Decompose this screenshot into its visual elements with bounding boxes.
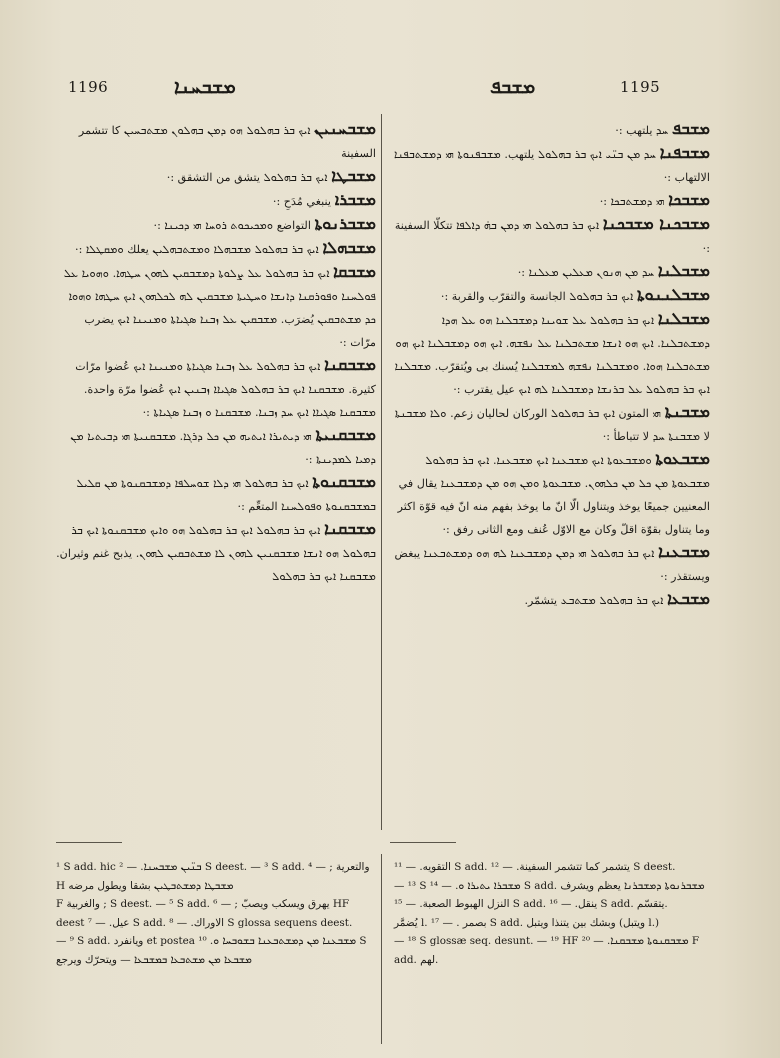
footnote-rule-right	[390, 842, 456, 843]
footnotes-left	[56, 858, 374, 969]
footnote-line: — ⁹ S add. ويانفرد et postea ܡܫܒܥܢܐ ܡܢ ܕܡܫܬܒܥܢܐ ܒܫܘܒܚܐ ܘ. ¹⁰ S ܡܫܒܥܐ ܡܢ ܡܫܬܒܥܐ ܒܡܫܒܥܐ — ويتحرّك ويرجع	[56, 935, 367, 966]
left-running-head: ܡܫܒܚܢܐ	[174, 76, 236, 98]
headword: ܡܫܒܗܠܐ	[322, 238, 376, 257]
dictionary-entry	[390, 213, 710, 260]
dictionary-entry	[390, 308, 710, 401]
headword: ܡܫܒܠܢܐ	[657, 309, 710, 328]
headword: ܡܫܒܩܢܐ	[324, 355, 376, 374]
definition-text: التواضع ܘܡܟܝܟܘܬ ܪܘܚܐ ܗܝ ܕܟܝܢܐ :·	[153, 219, 311, 232]
definition-text: ܐܝܟ ܒܪ ܒܗܠܘܠ ܡܫܒܗܠܐ ܘܡܫܬܒܗܠܝܢ يعلك ܘܡܩܛܠܐ :·	[75, 243, 319, 256]
headword: ܡܫܒܩܢܐ	[324, 519, 376, 538]
definition-text: ܐܝܟ ܒܪ ܒܗܠܘܠ ܥܠ ܙܒܢܐ ܣܓܝܐܬܐ ܘܡܢܝܢܐ ܐܝܟ عُضوا مرّات كثيرة. ܡܫܒܩܢܐ ܐܝܟ ܒܪ ܒܗܠܘܠ ܣܓܝܐܐ ܙܒܢܝܢ ܐܝܟ عُضوا مرّة واحدة. ܡܫܒܩܢܐ ܣܓܝܐܐ ܐܝܟ ܚܕ ܙܒܢܐ. ܡܫܒܩܢܐ ܘ ܙܒܢܐ ܣܓܝܐܬܐ :·	[75, 360, 376, 419]
dictionary-entry	[56, 354, 376, 424]
dictionary-entry	[390, 189, 710, 213]
definition-text: ܐܝܟ ܒܪ ܒܗܠܘܠ ܗܝ ܕܡܢ ܕܡܫܒܥܢܐ ܠܗ ܗܘ ܕܡܫܬܒܥܢܐ يبغض ويستقذر :·	[394, 547, 710, 583]
headword: ܡܫܒܪܐ	[334, 190, 376, 209]
definition-text: ܐܝܟ ܒܪ ܒܗܠܘܠ الجانسة والتقرّب والقربة :·	[440, 290, 634, 303]
dictionary-entry	[56, 213, 376, 237]
right-running-head: ܡܫܒܦ	[490, 76, 536, 98]
headword: ܡܫܒܦ	[671, 119, 710, 138]
headword: ܡܫܒܥܢܐ	[658, 542, 710, 561]
headword: ܡܫܒܚܢܝܢ	[314, 119, 376, 138]
footnote-line: F والغربية ; S deest. — ⁵ S add. يهرق ويسكب ويصبّ ; — ⁶ HF deest عيل. — ⁷ S add. الاوراك. — ⁸ S glossa sequens deest.	[56, 898, 353, 929]
headword: ܡܫܒܢܬܐ	[664, 402, 710, 421]
dictionary-entry	[390, 118, 710, 142]
definition-text: ܚܕ يلتهب :·	[615, 124, 669, 137]
dictionary-entry	[56, 261, 376, 354]
headword: ܡܫܒܩܢܘܬܐ	[312, 472, 376, 491]
headword: ܡܫܒܦܢܐ	[659, 143, 710, 162]
footnote-rule-left	[56, 842, 122, 843]
definition-text: ܐܝܟ ܒܪ ܒܗܠܘܠ يتشق من التشقق :·	[166, 171, 328, 184]
definition-text: ܐܝܟ ܒܪ ܒܗܠܘܠ ܗܝ ܕܡܢ ܒܗ̇ ܕܐܠܦܐ تتكلّا السفينة :·	[394, 219, 710, 255]
footnote-line: يُضمَّر l. بصمر . — ¹⁷ S add. وبشك بين يتنذا ويتبل (ويتبل l.)	[394, 916, 660, 929]
definition-text: ܗܝ ܕܡܫܬܒܟܐ :·	[599, 195, 665, 208]
footnote-line: — ¹⁸ S glossæ seq. desunt. — ¹⁹ HF ܡܫܒܩܢܘܬܐ ܡܫܒܩܢܐ. — ²⁰ F add. لهم.	[394, 935, 700, 966]
dictionary-entry	[390, 260, 710, 284]
dictionary-entry	[56, 424, 376, 471]
definition-text: ܚܕ ܡܢ ܗܢܘܢ ܡܥܠܝܢ ܡܥܠܢܐ :·	[517, 266, 655, 279]
right-page-number: 1195	[620, 78, 661, 96]
definition-text: ܐܝܟ ܒܪ ܒܗܠܘܠ ܗܘ ܕܡܢ ܒܗܠܘܢ ܡܫܬܒܚܝܢ كا تتشمر السفينة	[78, 124, 376, 160]
page-header	[60, 76, 700, 106]
dictionary-entry	[56, 237, 376, 261]
headword: ܡܫܒܟܢܐ ܡܫܒܟܢܐ	[602, 214, 710, 233]
dictionary-entry	[56, 518, 376, 588]
dictionary-entry	[390, 448, 710, 541]
headword: ܡܫܒܥܐ	[667, 589, 710, 608]
headword: ܡܫܒܠܢܐ	[657, 261, 710, 280]
dictionary-entry	[56, 471, 376, 518]
definition-text: ܐܝܟ ܒܪ ܒܗܠܘܠ ܐܝܟ ܒܪ ܒܗܠܘܠ ܗܘ ܘܐܝܟ ܡܫܒܩܢܘܬܐ ܐܝܟ ܒܪ ܒܗܠܘܠ ܗܘ ܐܢܫܐ ܡܫܒܩܢܝܢ ܠܗܘܢ ܠܐ ܡܫܬܒܩܝܢ ܠܗܘܢ. يذبح غنم وثيران. ܡܫܒܩܢܐ ܐܝܟ ܒܪ ܒܗܠܘܠ	[56, 524, 376, 583]
definition-text: ܐܝܟ ܒܪ ܒܗܠܘܠ ܡܫܬܒܥ يتشمّر.	[524, 594, 664, 607]
footnote-line: — ¹³ S ܡܫܒܪܐ ܝܬܝܪܐ ܘ. — ¹⁴ S add. ܡܫܒܪܢܘܬܐ ܕܡܫܒܪܢܐ يعظم ويشرف النزل الهبوط الصعبة. — ¹⁵ S add. ينقل. — ¹⁶ S add. يتقسّم.	[394, 879, 705, 910]
dictionary-entry	[56, 118, 376, 165]
definition-text: ܐܝܟ ܒܪ ܒܗܠܘܠ ܥܠ ܨܠܘܬܐ ܕܡܫܒܩܝܢ ܠܗܘܢ ܚܛܗܐ. ܘܗܘܝܐ ܥܠ ܦܘܠܚܢܐ ܘܦܘܪܩܢܐ ܕܐܢܫܐ ܘܚܛܝܬܐ ܡܫܒܩܝܢ ܠܗ ܠܟܠܗܘܢ ܐܝܟ ܚܛܗܐ ܘܗܘܐ ܟܕ ܡܫܬܒܩܝܢ يُضرَب. ܡܫܒܩܝܢ ܥܠ ܙܒܢܐ ܣܓܝܐܬܐ ܘܡܢܝܢܐ ܐܝܟ يضرب مرّات :·	[63, 267, 376, 349]
definition-text: ܘܡܫܒܥܘܬܐ ܐܝܟ ܡܫܒܥܢܐ ܐܝܟ ܡܫܒܥܢܐ. ܐܝܟ ܒܪ ܒܗܠܘܠ ܡܫܒܥܘܬܐ ܡܢ ܟܠ ܡܢ ܟܠܗܘܢ. ܡܫܒܥܘܬܐ ܘܡܢ ܗܘ ܡܢ ܕܡܫܒܥܢܐ يقال في المعنيين جميعًا يوخذ ويتناول الّا انّ ما يوخذ بفهم منه انّ فيه قوّة اكثر وما يتناول بقوّة اقلّ وكان مع الاوّل عُنف ومع الثانى رفق :·	[397, 454, 710, 536]
definition-text: ܚܕ ܡܢ ܒܢ̈ܝ ܐܝܟ ܒܪ ܒܗܠܘܠ يلتهب. ܡܫܒܦܢܘܬܐ ܗܝ ܕܡܫܬܒܦܢܐ الالتهاب :·	[393, 148, 710, 184]
headword: ܡܫܒܟܐ	[668, 190, 710, 209]
left-column	[56, 118, 376, 588]
headword: ܡܫܒܪܢܘܬܐ	[314, 214, 376, 233]
definition-text: ܐܝܟ ܒܪ ܒܗܠܘܠ ܥܠ ܫܘܝܢܐ ܕܡܫܒܠܢܐ ܗܘ ܥܠ ܗܕܐ ܕܡܫܬܒܠܢܐ. ܐܝܟ ܗܘ ܐܢܫܐ ܡܫܬܒܠܢܐ ܥܠ ܢܦܫܗ. ܐܝܟ ܗܘ ܕܡܫܒܠܢܐ ܐܝܟ ܗܘ ܡܫܬܒܠܢܐ ܗܘܐ. ܘܡܫܒܠܢܐ ܢܦܫܗ ܠܡܫܒܠܢܐ يُسنك بى ويُتقرّب. ܡܫܒܠܢܐ ܐܝܟ ܒܪ ܒܗܠܘܠ ܥܠ ܒܪܢܫܐ ܕܡܫܒܠܢܐ ܠܗ ܐܝܟ عيل يقترب :·	[394, 314, 710, 396]
dictionary-entry	[390, 401, 710, 448]
column-divider	[381, 114, 382, 830]
headword: ܡܫܒܩܢܝܬܐ	[315, 425, 376, 444]
dictionary-entry	[390, 541, 710, 588]
footnote-divider	[381, 854, 382, 1044]
headword: ܡܫܒܩܐ	[333, 262, 376, 281]
definition-text: ܐܝܟ ܒܪ ܒܗܠܘܠ ܗܝ ܕܠܐ ܫܘܚܠܦܐ ܕܡܫܒܩܢܘܬܐ ܡܢ ܩܠܝܠ ܒܡܫܒܩܢܘܬܐ ܘܦܘܠܚܢܐ المتعِّم :·	[76, 477, 376, 513]
definition-text: ܗܝ ܕܝܬܝܪܐ ܐܝܬܝܗ ܡܢ ܟܠ ܕܪܓܐ. ܡܫܒܩܢܝܬܐ ܗܝ ܕܒܝܬܝܐ ܡܢ ܕܡܝܐ ܠܡܕܝܢܬܐ :·	[70, 430, 376, 466]
dictionary-entry	[56, 189, 376, 213]
dictionary-entry	[390, 588, 710, 612]
footnotes-right	[394, 858, 712, 969]
left-page-number: 1196	[68, 78, 109, 96]
dictionary-entry	[390, 284, 710, 308]
footnote-line: التقويه. — ¹¹ S add. يتشمر كما تتشمر السفينة. — ¹² S deest.	[394, 861, 676, 873]
headword: ܡܫܒܠܢܢܘܬܐ	[637, 285, 710, 304]
headword: ܡܫܒܛܐ	[331, 166, 376, 185]
right-column	[390, 118, 710, 612]
definition-text: ܗܝ المتون ܐܝܟ ܒܪ ܒܗܠܘܠ الوركان لحاليان زعم. ܘܠܐ ܡܫܒܢܬܐ لا ܡܫܒܢܬܐ ܚܕ لا تتباطأ :·	[394, 407, 710, 443]
definition-text: ينبغي مُدَحِ :·	[272, 195, 332, 208]
headword: ܡܫܒܥܘܬܐ	[655, 449, 710, 468]
dictionary-entry	[390, 142, 710, 189]
footnote-line: ¹ S add. hic ܒܢ̈ܝܢ ܡܫܒܚܢܐ. — ² S deest. — ³ S add. والتعرية ; — ⁴ H ܡܫܒܛܐ ܕܡܫܬܒܛܝܢ بشقا ويطول مرضه	[56, 861, 370, 892]
dictionary-entry	[56, 165, 376, 189]
